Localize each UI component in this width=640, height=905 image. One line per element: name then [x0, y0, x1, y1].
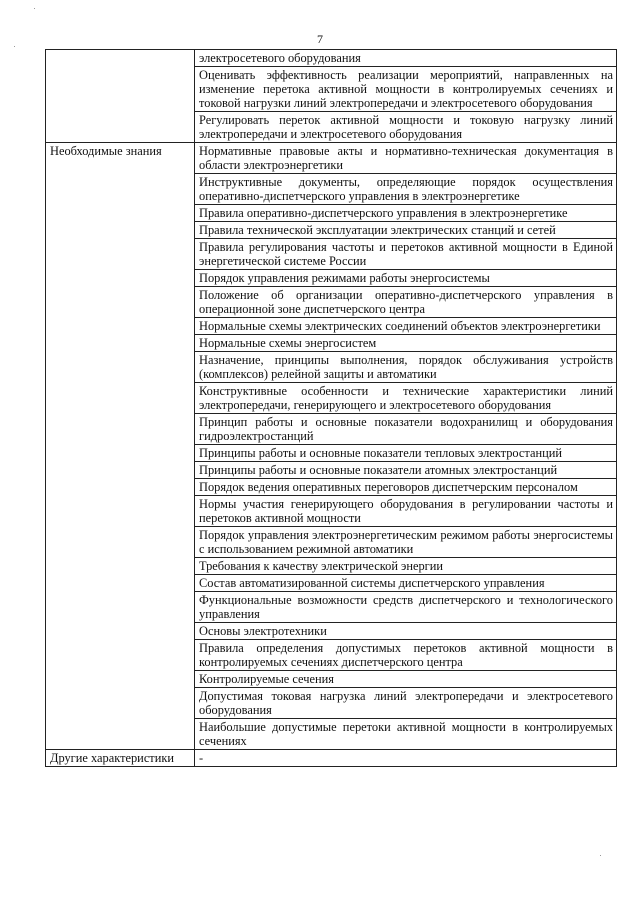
page-number: 7	[317, 32, 323, 46]
section-item: Нормативные правовые акты и нормативно-техническая документация в области электроэнергетики	[195, 143, 617, 174]
section-item: Порядок управления режимами работы энергосистемы	[195, 270, 617, 287]
section-item: Нормальные схемы электрических соединений объектов электроэнергетики	[195, 318, 617, 335]
table-row	[46, 750, 617, 767]
section-item: Основы электротехники	[195, 623, 617, 640]
section-item: Допустимая токовая нагрузка линий электропередачи и электросетевого оборудования	[195, 688, 617, 719]
section-item: Функциональные возможности средств диспетчерского и технологического управления	[195, 592, 617, 623]
section-item: электросетевого оборудования	[195, 50, 617, 67]
section-item: Нормальные схемы энергосистем	[195, 335, 617, 352]
section-item: Положение об организации оперативно-диспетчерского управления в операционной зоне диспетчерского центра	[195, 287, 617, 318]
scan-artifact	[34, 8, 35, 9]
table-row	[46, 50, 617, 67]
section-item: -	[195, 750, 617, 767]
section-item: Принципы работы и основные показатели атомных электростанций	[195, 462, 617, 479]
section-item: Правила оперативно-диспетчерского управления в электроэнергетике	[195, 205, 617, 222]
section-item: Инструктивные документы, определяющие порядок осуществления оперативно-диспетчерского управления в электроэнергетике	[195, 174, 617, 205]
section-item: Оценивать эффективность реализации мероприятий, направленных на изменение перетока активной мощности в контролируемых сечениях и токовой нагрузки линий электропередачи и электросетевого оборудования	[195, 67, 617, 112]
section-item: Правила технической эксплуатации электрических станций и сетей	[195, 222, 617, 239]
section-item: Назначение, принципы выполнения, порядок обслуживания устройств (комплексов) релейной защиты и автоматики	[195, 352, 617, 383]
section-item: Принцип работы и основные показатели водохранилищ и оборудования гидроэлектростанций	[195, 414, 617, 445]
section-item: Требования к качеству электрической энергии	[195, 558, 617, 575]
section-label	[46, 50, 195, 143]
section-item: Нормы участия генерирующего оборудования в регулировании частоты и перетоков активной мощности	[195, 496, 617, 527]
section-item: Правила регулирования частоты и перетоков активной мощности в Единой энергетической системе России	[195, 239, 617, 270]
scan-artifact	[600, 855, 601, 856]
requirements-table	[45, 49, 617, 767]
section-item: Состав автоматизированной системы диспетчерского управления	[195, 575, 617, 592]
section-label: Необходимые знания	[46, 143, 195, 750]
section-label: Другие характеристики	[46, 750, 195, 767]
section-item: Контролируемые сечения	[195, 671, 617, 688]
table-row	[46, 143, 617, 174]
section-item: Порядок ведения оперативных переговоров диспетчерским персоналом	[195, 479, 617, 496]
scan-artifact	[14, 46, 15, 47]
section-item: Правила определения допустимых перетоков активной мощности в контролируемых сечениях диспетчерского центра	[195, 640, 617, 671]
section-item: Наибольшие допустимые перетоки активной мощности в контролируемых сечениях	[195, 719, 617, 750]
section-item: Порядок управления электроэнергетическим режимом работы энергосистемы с использованием режимной автоматики	[195, 527, 617, 558]
section-item: Конструктивные особенности и технические характеристики линий электропередачи, генерирующего и электросетевого оборудования	[195, 383, 617, 414]
section-item: Регулировать переток активной мощности и токовую нагрузку линий электропередачи и электросетевого оборудования	[195, 112, 617, 143]
section-item: Принципы работы и основные показатели тепловых электростанций	[195, 445, 617, 462]
